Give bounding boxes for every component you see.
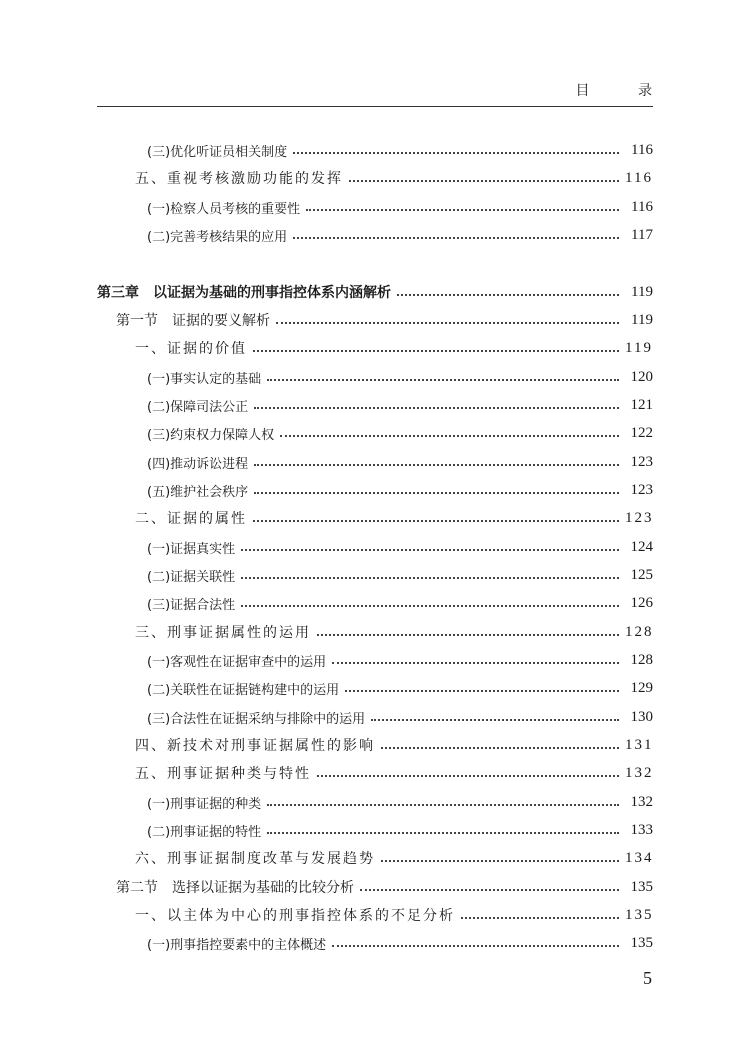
toc-entry-title: 二、证据的属性 <box>135 511 247 527</box>
toc-entry-page: 120 <box>630 368 653 385</box>
toc-entry <box>0 334 653 362</box>
running-header-title: 目 录 <box>575 83 674 99</box>
toc-entry <box>0 164 653 192</box>
toc-entry-page: 132 <box>630 793 653 810</box>
toc-entry-page: 126 <box>630 594 653 611</box>
toc-entry-title: (一)事实认定的基础 <box>147 371 262 387</box>
toc-entry <box>0 646 653 674</box>
toc-entry <box>0 873 653 901</box>
toc-entry-page: 124 <box>630 538 653 555</box>
toc-entry-title: 四、新技术对刑事证据属性的影响 <box>135 738 375 754</box>
toc-leader-dots <box>253 520 619 522</box>
toc-leader-dots <box>254 464 619 466</box>
toc-entry-title: (一)证据真实性 <box>147 541 236 557</box>
header-rule <box>97 106 653 107</box>
toc-entry-title: 第二节 选择以证据为基础的比较分析 <box>116 880 354 896</box>
toc-leader-dots <box>381 860 619 862</box>
toc-entry <box>0 533 653 561</box>
toc-leader-dots <box>349 180 619 182</box>
toc-entry <box>0 816 653 844</box>
toc-entry-title: (一)刑事证据的种类 <box>147 796 262 812</box>
toc-entry-page: 119 <box>625 339 653 356</box>
toc-entry-page: 119 <box>631 311 653 328</box>
toc-entry <box>0 788 653 816</box>
toc-entry-title: (三)合法性在证据采纳与排除中的运用 <box>147 711 366 727</box>
toc-entry-page: 123 <box>625 509 654 526</box>
toc-entry <box>0 589 653 617</box>
toc-entry <box>0 419 653 447</box>
toc-entry-page: 125 <box>630 566 653 583</box>
toc-entry-page: 130 <box>630 708 653 725</box>
toc-entry <box>0 363 653 391</box>
toc-entry-page: 129 <box>630 679 653 696</box>
toc-leader-dots <box>332 662 619 664</box>
toc-entry <box>0 703 653 731</box>
toc-entry-title: (一)检察人员考核的重要性 <box>147 201 301 217</box>
toc-entry <box>0 929 653 957</box>
toc-entry-page: 133 <box>630 821 653 838</box>
toc-entry-title: (三)证据合法性 <box>147 597 236 613</box>
page-number: 5 <box>643 968 652 988</box>
toc-leader-dots <box>267 832 619 834</box>
toc-entry <box>0 618 653 646</box>
toc-entry-page: 135 <box>630 934 653 951</box>
toc-leader-dots <box>461 917 619 919</box>
toc-leader-dots <box>306 209 619 211</box>
toc-leader-dots <box>267 379 619 381</box>
toc-entry-page: 123 <box>630 453 653 470</box>
toc-entry <box>0 759 653 787</box>
toc-leader-dots <box>241 549 619 551</box>
toc-entry-page: 131 <box>625 736 654 753</box>
toc-entry-title: 第一节 证据的要义解析 <box>116 313 270 329</box>
toc-entry-page: 135 <box>630 878 653 895</box>
toc-entry-title: (三)约束权力保障人权 <box>147 427 275 443</box>
toc-entry-page: 117 <box>631 226 653 243</box>
toc-entry-title: 五、重视考核激励功能的发挥 <box>135 171 343 187</box>
toc-entry-title: (四)推动诉讼进程 <box>147 456 249 472</box>
toc-leader-dots <box>254 407 619 409</box>
toc-entry-page: 116 <box>631 198 653 215</box>
toc-entry-page: 116 <box>631 141 653 158</box>
toc-leader-dots <box>317 775 619 777</box>
toc-entry <box>0 136 653 164</box>
toc-entry-title: 六、刑事证据制度改革与发展趋势 <box>135 851 375 867</box>
toc-entry <box>0 561 653 589</box>
toc-entry <box>0 193 653 221</box>
toc-entry-page: 122 <box>630 424 653 441</box>
toc-leader-dots <box>241 605 619 607</box>
toc-entry-page: 116 <box>625 169 653 186</box>
toc-entry-page: 121 <box>630 396 653 413</box>
toc-entry-page: 123 <box>630 481 653 498</box>
toc-entry-title: (二)完善考核结果的应用 <box>147 229 288 245</box>
toc-entry-page: 128 <box>625 623 654 640</box>
toc-leader-dots <box>293 152 619 154</box>
toc-entry <box>0 306 653 334</box>
toc-entry-title: (二)刑事证据的特性 <box>147 824 262 840</box>
toc-entry-page: 135 <box>625 906 654 923</box>
toc-entry-page: 132 <box>625 764 654 781</box>
toc-entry <box>0 901 653 929</box>
toc-entry-title: (三)优化听证员相关制度 <box>147 144 288 160</box>
toc-leader-dots <box>332 945 619 947</box>
toc-entry-title: 一、证据的价值 <box>135 341 247 357</box>
toc-entry <box>0 731 653 759</box>
toc-leader-dots <box>345 690 619 692</box>
toc-entry <box>0 391 653 419</box>
toc-entry <box>0 844 653 872</box>
toc-leader-dots <box>276 322 619 324</box>
toc-entry-title: (二)关联性在证据链构建中的运用 <box>147 682 340 698</box>
toc-entry <box>0 504 653 532</box>
toc-leader-dots <box>293 237 619 239</box>
toc-entry <box>0 448 653 476</box>
toc-entry-page: 134 <box>625 849 654 866</box>
toc-leader-dots <box>317 634 619 636</box>
toc-entry-title: (一)刑事指控要素中的主体概述 <box>147 937 327 953</box>
toc-entry-title: (二)保障司法公正 <box>147 399 249 415</box>
toc-entry-page: 128 <box>630 651 653 668</box>
toc-entry <box>0 476 653 504</box>
toc-entry-page: 119 <box>631 283 653 300</box>
toc-entry <box>0 221 653 249</box>
toc-leader-dots <box>253 350 619 352</box>
toc-entry-title: (五)维护社会秩序 <box>147 484 249 500</box>
toc-entry-title: 三、刑事证据属性的运用 <box>135 625 311 641</box>
toc-leader-dots <box>360 889 619 891</box>
toc-leader-dots <box>371 719 619 721</box>
toc-entry-title: 五、刑事证据种类与特性 <box>135 766 311 782</box>
toc-entry-title: 第三章 以证据为基础的刑事指控体系内涵解析 <box>97 285 391 301</box>
toc-leader-dots <box>241 577 619 579</box>
toc-entry <box>0 278 653 306</box>
toc-entry-title: (二)证据关联性 <box>147 569 236 585</box>
toc-entry-title: (一)客观性在证据审查中的运用 <box>147 654 327 670</box>
toc-leader-dots <box>397 294 619 296</box>
toc-leader-dots <box>254 492 619 494</box>
toc-entry <box>0 674 653 702</box>
toc-leader-dots <box>280 435 619 437</box>
toc-leader-dots <box>381 747 619 749</box>
toc-leader-dots <box>267 804 619 806</box>
toc-entry-title: 一、以主体为中心的刑事指控体系的不足分析 <box>135 908 455 924</box>
